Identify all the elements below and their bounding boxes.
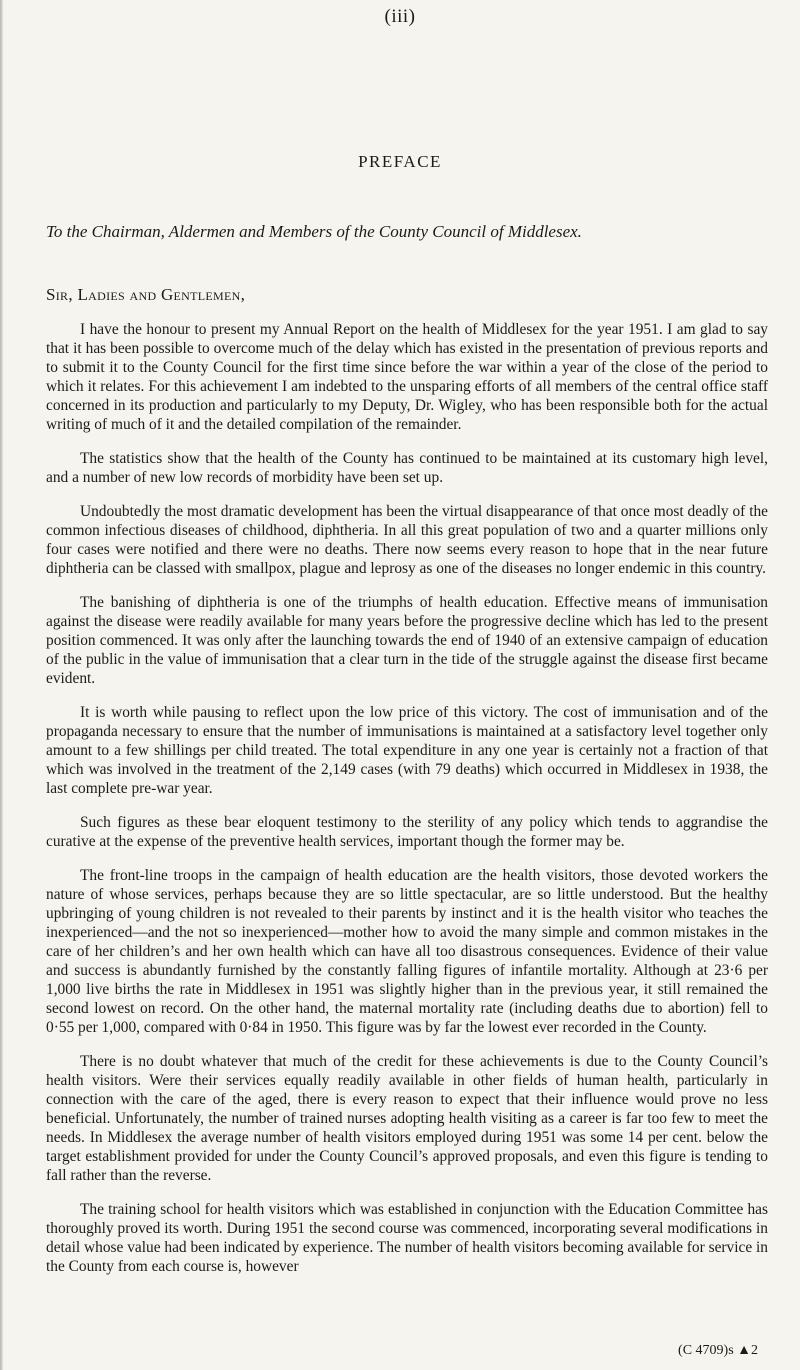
paragraph-5: It is worth while pausing to reflect upon the low price of this victory. The cost of immunisation and of the propaganda necessary to ensure that the number of immunisations is maintained at a satisfactory level together only amount to a few shillings per child treated. The total expenditure in any one year is certainly not a fraction of that which was involved in the treatment of the 2,149 cases (with 79 deaths) which occurred in Middlesex in 1938, the last complete pre-war year. — [46, 704, 768, 797]
paragraph-1: I have the honour to present my Annual Report on the health of Middlesex for the year 1951. I am glad to say that it has been possible to overcome much of the delay which has existed in the presentation of previous reports and to submit it to the County Council for the first time since before the war within a year of the close of the period to which it relates. For this achievement I am indebted to the unsparing efforts of all members of the central office staff concerned in its production and particularly to my Deputy, Dr. Wigley, who has been responsible both for the actual writing of much of it and the detailed compilation of the remainder. — [46, 321, 768, 433]
page-number: (iii) — [384, 6, 416, 27]
salutation: Sir, Ladies and Gentlemen, — [46, 285, 246, 304]
paragraph-7: The front-line troops in the campaign of health education are the health visitors, those devoted workers the nature of whose services, perhaps because they are so little spectacular, are so little understood. But the healthy upbringing of young children is not revealed to their parents by instinct and it is the health visitor who teaches the inexperienced—and the not so inexperienced—mother how to avoid the many simple and common mistakes in the care of her children’s and her own health which can have all too disastrous consequences. Evidence of their value and success is abundantly furnished by the constantly falling figures of infantile mortality. Although at 23·6 per 1,000 live births the rate in Middlesex in 1951 was slightly higher than in the previous year, it still remained the second lowest on record. On the other hand, the maternal mortality rate (including deaths due to abortion) fell to 0·55 per 1,000, compared with 0·84 in 1950. This figure was by far the lowest ever recorded in the County. — [46, 867, 768, 1036]
paragraph-9: The training school for health visitors which was established in conjunction with the Education Committee has thoroughly proved its worth. During 1951 the second course was commenced, incorporating several modifications in detail whose value had been indicated by experience. The number of health visitors becoming available for service in the County from each course is, however — [46, 1201, 768, 1275]
paragraph-2: The statistics show that the health of the County has continued to be maintained at its customary high level, and a number of new low records of morbidity have been set up. — [46, 450, 768, 486]
printer-reference: (C 4709)s ▲2 — [678, 1343, 758, 1358]
addressee-line: To the Chairman, Aldermen and Members of the County Council of Middlesex. — [46, 222, 582, 241]
binding-edge — [0, 0, 3, 1370]
paragraph-4: The banishing of diphtheria is one of the triumphs of health education. Effective means of immunisation against the disease were readily available for many years before the progressive decline which has led to the present position commenced. It was only after the launching towards the end of 1940 of an extensive campaign of education of the public in the value of immunisation that a clear turn in the tide of the struggle against the disease first became evident. — [46, 594, 768, 687]
preface-body — [46, 320, 768, 1291]
paragraph-3: Undoubtedly the most dramatic development has been the virtual disappearance of that once most deadly of the common infectious diseases of childhood, diphtheria. In all this great population of two and a quarter millions only four cases were notified and there were no deaths. There now seems every reason to hope that in the near future diphtheria can be classed with smallpox, plague and leprosy as one of the diseases no longer endemic in this country. — [46, 503, 768, 577]
paragraph-8: There is no doubt whatever that much of the credit for these achievements is due to the County Council’s health visitors. Were their services equally readily available in other fields of human health, particularly in connection with the care of the aged, there is every reason to expect that their influence would prove no less beneficial. Unfortunately, the number of trained nurses adopting health visiting as a career is far too few to meet the needs. In Middlesex the average number of health visitors employed during 1951 was some 14 per cent. below the target establishment provided for under the County Council’s approved proposals, and even this figure is tending to fall rather than the reverse. — [46, 1053, 768, 1184]
page-heading: PREFACE — [358, 152, 442, 171]
paragraph-6: Such figures as these bear eloquent testimony to the sterility of any policy which tends to aggrandise the curative at the expense of the preventive health services, important though the former may be. — [46, 814, 768, 850]
